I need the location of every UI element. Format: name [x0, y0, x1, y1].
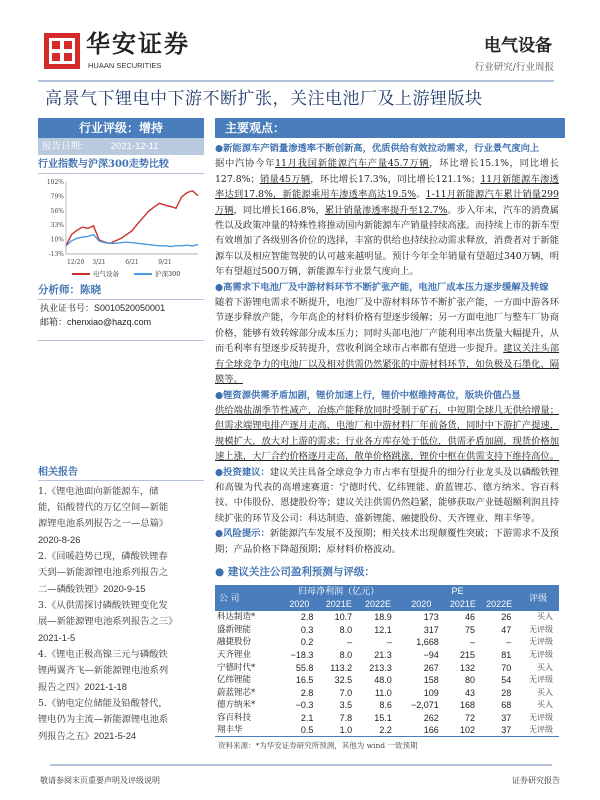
value-cell: 32.5 [334, 675, 353, 686]
value-cell: 109 [423, 687, 439, 698]
rating-cell: 买入 [537, 612, 553, 622]
chart-title: 行业指数与沪深300走势比较 [38, 159, 169, 170]
value-cell: −18.3 [290, 650, 314, 661]
table-row [215, 687, 559, 700]
divider [38, 299, 204, 300]
value-cell: 72 [465, 713, 476, 724]
value-cell: 113.2 [330, 662, 353, 673]
table-row [215, 724, 559, 737]
rating-cell: 无评级 [529, 650, 553, 660]
logo-text: 华安证券 [86, 29, 190, 58]
company-name: 容百科技 [217, 713, 252, 724]
value-cell: 262 [423, 713, 439, 724]
report-title: 4.《锂电正极高镍三元与磷酸铁锂两翼齐飞—新能源锂电池系列报告之四》 [38, 649, 169, 693]
value-cell: 26 [501, 612, 512, 623]
divider [38, 340, 204, 341]
sector-title: 电气设备 [484, 36, 552, 56]
body-text: 建议关注具备全球竞争力市占率有望提升的细分行业龙头及以磷酸铁锂和高镍为代表的高增速赛道：宁德时代、亿纬锂能、蔚蓝锂芯、德方纳米、容百科技、中伟股份、恩捷股份等；建议关注供需仍然趋紧，能够获取产业链超额利润且持续扩张的环节及公司：科达制造、盛新锂能、融捷股份、天齐锂业、翔丰华等。 [215, 466, 559, 524]
body-text: 新能源汽车发展不及预期；相关技术出现颠覆性突破；下游需求不及预期；产品价格下降超预期；原材料价格波动。 [215, 528, 559, 555]
body-text: 销量45万辆 [259, 173, 311, 185]
x-tick-label: 9/21 [158, 259, 172, 266]
value-cell: 8.6 [379, 700, 392, 711]
rating-cell: 无评级 [517, 724, 559, 737]
page-title: 高景气下锂电中下游不断扩张，关注电池厂及上游锂版块 [45, 89, 483, 109]
logo-english: HUAAN SECURITIES [88, 61, 162, 70]
value-cell: 11.0 [374, 687, 392, 698]
body-text: 据中汽协今年 [215, 158, 276, 170]
value-cell: 213.3 [369, 662, 392, 673]
bullet-icon: ● [215, 528, 224, 540]
date-value: 2021-12-11 [110, 141, 159, 152]
value-cell: 54 [501, 675, 512, 686]
value-cell: 43 [465, 687, 476, 698]
company-name: 蔚蓝锂芯* [217, 687, 256, 698]
report-title: 3.《从供需探讨磷酸铁锂变化发展—新能源锂电池系列报告之三》 [38, 600, 178, 627]
col-year: 2022E [481, 598, 517, 611]
company-name: 科达制造* [217, 612, 256, 623]
value-cell: 2.8 [300, 687, 314, 698]
company-name: 天齐锂业 [217, 650, 252, 661]
value-cell: 0.5 [279, 724, 319, 737]
related-title: 相关报告 [38, 467, 78, 478]
value-cell: 1,668 [416, 637, 439, 648]
value-cell: – [386, 637, 392, 648]
footer-divider [50, 764, 300, 766]
value-cell: 46 [465, 612, 476, 623]
body-text: ，环比增长15.1%，同比增长127.8%； [215, 158, 559, 185]
section-heading: 高需求下电池厂及中游材料环节不断扩张产能，电池厂成本压力逐步缓解及转嫁 [223, 281, 549, 293]
col-year: 2021E [445, 598, 481, 611]
value-cell: 2.2 [358, 724, 398, 737]
value-cell: 1.0 [319, 724, 358, 737]
value-cell: 7.0 [339, 687, 353, 698]
main-points-bar: 主要观点： [215, 118, 565, 138]
analyst-name: 分析师：陈晓 [38, 284, 101, 296]
rating-cell: 买入 [537, 700, 553, 710]
y-tick-label: 33% [50, 222, 64, 230]
value-cell: 75 [465, 624, 476, 635]
body-text: 建议关注头部有全球竞争力的电池厂以及相对供需仍然紧张的中游材料环节，如负极及石墨化、隔膜等。 [215, 343, 560, 386]
footer-disclaimer: 敬请参阅末页重要声明及评级说明 [40, 776, 160, 785]
body-text: 供给端盐湖季节性减产，冶炼产能释放同时受制于矿石，中短期全球几无供给增量；但需求端锂电排产逐月走高，电池厂和中游材料厂年前备货，同时中下游扩产提速，规模扩大，放大对上游的需求；行业各方库存处于低位，供需矛盾加剧，现货价格加速上涨，大厂合约价格逐月走高，散单价格跳涨，锂价中枢在供需支持下维持高位。 [215, 404, 559, 463]
analyst-email[interactable]: 邮箱：chenxiao@hazq.com [40, 317, 152, 327]
value-cell: 12.1 [374, 624, 392, 635]
related-report-item[interactable] [38, 647, 173, 696]
section-1 [215, 280, 559, 388]
company-name: 亿纬锂能 [217, 675, 252, 686]
company-name: 盛新锂能 [217, 624, 252, 635]
report-date: 2020-8-26 [38, 535, 81, 545]
table-row [215, 649, 559, 662]
table-title: 建议关注公司盈利预测与评级： [227, 565, 375, 578]
table-row [215, 699, 559, 712]
value-cell: 47 [501, 624, 512, 635]
table-source: 资料来源：*为华安证券研究所预测，其他为 wind 一致预期 [218, 741, 418, 751]
value-cell: 173 [423, 612, 439, 623]
value-cell: 15.1 [374, 713, 392, 724]
report-date: 2021-1-18 [84, 682, 127, 692]
value-cell: 37 [481, 724, 517, 737]
y-tick-label: -13% [48, 251, 64, 258]
section-heading: 风险提示： [223, 528, 270, 540]
body-text: 。 [416, 189, 426, 201]
value-cell: 8.0 [339, 624, 353, 635]
col-year: 2022E [358, 598, 398, 611]
rating-cell: 无评级 [529, 713, 553, 723]
legend-label: 电气设备 [93, 270, 119, 278]
body-text: ，环比增长17.3%，同比增长121.1%； [310, 173, 481, 185]
logo-mark [44, 33, 80, 69]
report-date: 2021-1-5 [38, 633, 76, 643]
report-date: 2020-9-15 [103, 584, 146, 594]
value-cell: 2.1 [300, 713, 314, 724]
y-tick-label: 79% [50, 193, 64, 201]
value-cell: 267 [423, 662, 439, 673]
report-type: 行业研究/行业周报 [474, 62, 554, 73]
bullet-icon: ● [215, 143, 224, 154]
main-column [215, 141, 559, 751]
related-reports [38, 484, 178, 745]
value-cell: – [470, 637, 476, 648]
table-row [215, 611, 559, 624]
value-cell: – [506, 637, 512, 648]
bullet-icon: ● [215, 389, 224, 401]
value-cell: 132 [459, 662, 476, 673]
value-cell: 317 [423, 624, 439, 635]
rating-cell: 买入 [537, 662, 553, 672]
analyst-cert: 执业证书号：S0010520050001 [40, 303, 166, 313]
bullet-icon: ● [215, 281, 224, 293]
forecast-table [215, 585, 559, 737]
value-cell: 70 [501, 662, 512, 673]
series-line-0 [66, 191, 198, 246]
rating-cell: 无评级 [529, 624, 553, 634]
footer-label: 证券研究报告 [512, 776, 560, 785]
company-name: 宁德时代* [217, 662, 256, 673]
date-label: 报告日期: [42, 141, 83, 152]
value-cell: 37 [501, 713, 512, 724]
x-tick-label: 6/21 [125, 259, 139, 266]
section-2 [215, 388, 559, 465]
value-cell: 55.8 [295, 662, 314, 673]
value-cell: 215 [459, 650, 476, 661]
value-cell: 166 [398, 724, 445, 737]
divider [38, 173, 204, 174]
value-cell: 10.7 [334, 612, 353, 623]
index-chart [38, 176, 204, 280]
report-date: 2021-5-24 [93, 731, 137, 741]
x-tick-label: 3/21 [92, 259, 106, 266]
value-cell: 21.3 [374, 650, 392, 661]
related-report-item[interactable] [38, 598, 178, 647]
report-date [38, 138, 204, 155]
company-name: 翔丰华 [215, 724, 279, 737]
divider [38, 80, 554, 82]
company-name: 德方纳米* [217, 700, 256, 711]
rating-cell: 无评级 [529, 675, 553, 685]
col-year: 2021E [319, 598, 358, 611]
report-title: 1.《锂电池面向新能源车，储能，铅酸替代的万亿空间—新能源锂电池系列报告之一—总篇》 [38, 486, 169, 529]
rating-bar: 行业评级：增持 [38, 118, 204, 138]
body-text: 累计销量渗透率提升至12.7% [324, 204, 448, 216]
section-0 [215, 141, 559, 280]
col-company: 公 司 [215, 585, 279, 611]
main-points [215, 141, 559, 579]
value-cell: 3.5 [339, 700, 353, 711]
value-cell: −2,071 [411, 700, 439, 711]
group-profit: 归母净利润（亿元） [279, 585, 397, 598]
related-report-item[interactable] [38, 549, 173, 598]
y-tick-label: 10% [50, 236, 64, 244]
section-3 [215, 465, 559, 527]
value-cell: 168 [459, 700, 476, 711]
footer-divider [300, 764, 552, 766]
company-name: 融捷股份 [217, 637, 252, 648]
rating-cell: 买入 [537, 687, 553, 697]
related-report-item[interactable] [38, 484, 173, 549]
report-title: 5.《钠电定位储能及铅酸替代，锂电仍为主流—新能源锂电池系列报告之五》 [38, 698, 169, 742]
y-tick-label: 56% [50, 207, 64, 215]
x-tick-label: 12/20 [67, 259, 85, 266]
value-cell: 16.5 [295, 675, 314, 686]
value-cell: 0.3 [300, 624, 314, 635]
col-year: 2020 [279, 598, 319, 611]
bullet-icon: ● [215, 466, 224, 478]
section-heading: 新能源车产销量渗透率不断创新高，优质供给有效拉动需求，行业景气度向上 [223, 143, 540, 154]
body-text: ，同比增长166.8%， [233, 204, 325, 216]
value-cell: 81 [501, 650, 512, 661]
rating-cell: 无评级 [529, 637, 553, 647]
series-line-1 [66, 235, 198, 247]
value-cell: 158 [423, 675, 439, 686]
section-heading: 锂资源供需矛盾加剧，锂价加速上行，锂价中枢维持高位，版块价值凸显 [223, 389, 521, 401]
body-text: 。步入年末，汽车的消费属性以及政策冲量的特殊性将推动国内新能源车产销量持续高涨。而持续上市的新车型有效增加了各级别各价位的选择，丰富的供给也持续拉动需求释放，消费者对于新能源车以及相应智能驾驶的认可越来越明显。预计今年全年销量有望超过340万辆，明年有望超过500万辆，新能源车行业景气度向上。 [215, 204, 559, 278]
section-heading: 投资建议： [223, 466, 270, 478]
table-row [215, 674, 559, 687]
table-row [215, 661, 559, 674]
group-pe: PE [398, 585, 517, 598]
value-cell: 2.8 [300, 612, 314, 623]
col-year: 2020 [398, 598, 445, 611]
table-row [215, 636, 559, 649]
value-cell: 68 [501, 700, 512, 711]
section-4 [215, 526, 559, 557]
report-title: 2.《回暖趋势已现，磷酸铁锂春天到—新能源锂电池系列报告之二—磷酸铁锂》 [38, 551, 169, 595]
value-cell: 28 [501, 687, 512, 698]
value-cell: 48.0 [374, 675, 392, 686]
value-cell: – [347, 637, 353, 648]
body-text: 1-11月新能源汽车累计销量299万辆 [215, 189, 559, 216]
body-text: 11月新能源车渗透率达到17.8%，新能源乘用车渗透率高达19.5% [215, 173, 559, 201]
bullet-icon: ● [215, 565, 228, 578]
y-tick-label: 102% [46, 179, 64, 186]
value-cell: −94 [423, 650, 439, 661]
divider [38, 480, 204, 481]
value-cell: 8.0 [339, 650, 353, 661]
value-cell: 102 [445, 724, 481, 737]
value-cell: 18.9 [374, 612, 392, 623]
legend-label: 沪深300 [155, 270, 181, 278]
value-cell: 7.8 [339, 713, 353, 724]
body-text: 随着下游锂电需求不断提升，电池厂及中游材料环节不断扩张产能，一方面中游各环节逐步释放产能，今年高企的材料价格有望逐步缓解；另一方面电池厂与整车厂协商价格，能够有效转嫁部分成本压力；同时头部电池厂产能利用率出货量大幅提升，从而毛利率有望逐步反转提升，营收利润全球市占率都有望进一步提升。 [215, 297, 559, 355]
value-cell: 0.2 [300, 637, 314, 648]
related-report-item[interactable] [38, 696, 173, 745]
value-cell: 80 [465, 675, 476, 686]
col-rating: 评级 [517, 585, 559, 611]
value-cell: −0.3 [295, 700, 314, 711]
body-text: 11月我国新能源汽车产量45.7万辆 [275, 158, 430, 170]
table-row [215, 712, 559, 725]
table-row [215, 624, 559, 637]
